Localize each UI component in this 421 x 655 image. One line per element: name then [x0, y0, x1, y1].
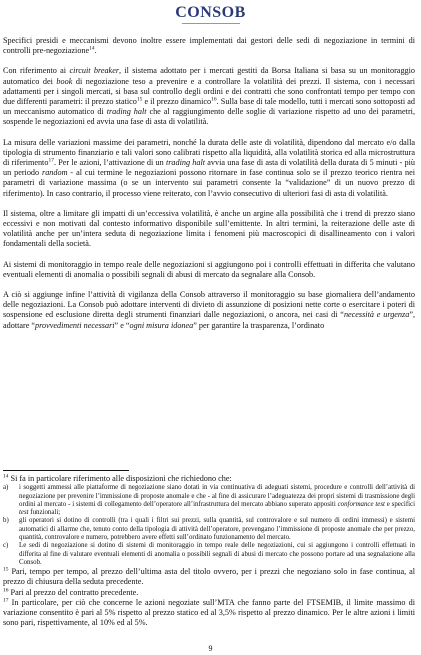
footnote-16: $^{16}$ Pari al prezzo del contratto precedente. — [3, 586, 139, 597]
list-text: Le sedi di negoziazione si dotino di sistemi di monitoraggio in tempo reale delle negoziazioni, cui si aggiungono i controlli effettuati in differita al fine di valutare eventuali elementi di anomalia o possibili segnali di abusi di mercato che possono portare ad una segnalazione alla Consob. — [19, 542, 415, 566]
footnote-14: $^{14}$ Si fa in particolare riferimento alle disposizioni che richiedono che: — [3, 473, 232, 483]
footnote-ref: 17 — [48, 157, 54, 164]
italic-term: provvedimenti necessari — [35, 320, 115, 330]
footnote-marker: 16 — [3, 586, 9, 593]
list-text: gli operatori si dotino di controlli (tra i quali i filtri sui prezzi, sulla quantità, sul controvalore e sul numero di ordini immessi) e sistemi automatici di allarme che, tenuto conto della tipologia di attività dell’operatore, prevengano l’immissione di proposte anomale che per prezzo, quantità, controvalore e numero, potrebbero avere effetti sull’ordinato funzionamento del mercato. — [19, 517, 415, 541]
paragraph: Il sistema, oltre a limitare gli impatti di un’eccessiva volatilità, è anche un argine alla possibilità che i trend di prezzo siano eccessivi e non motivati dal contesto informativo disponibile sull’emittente. In altri termini, la reiterazione delle aste di volatilità anche per un’intera seduta di negoziazione limita i fenomeni più macroscopici di disallineamento con i valori fondamentali della società. — [3, 208, 415, 249]
italic-term: necessità e urgenza — [343, 310, 410, 320]
footnote-ref: 14 — [89, 45, 95, 52]
footnote-separator — [3, 470, 129, 471]
paragraph: La misura delle variazioni massime dei parametri, nonché la durata delle aste di volatilità, dipendono dal mercato e/o dalla tipologia di strumento finanziario e tali valori sono calibrati rispetto alla liquidità, alla volatilità storica ed alla microstruttura di riferimento$^{17}$. Per le azioni, l’attivazione di un trading halt avvia una fase di asta di volatilità della durata di 5 minuti - più un periodo random - al cui termine le negoziazioni possono ritornare in fase continua solo se il prezzo teorico rientra nei parametri di variazione massima (o se un intervento sui parametri consente la “validazione” di un nuovo prezzo di riferimento). In caso contrario, il processo viene reiterato, con l’avvio consecutivo di ulteriori fasi di asta di volatilità. — [3, 137, 416, 198]
footnote-15: $^{15}$ Pari, tempo per tempo, al prezzo dell’ultima asta del titolo ovvero, per i prezzi che negoziano solo in fase continua, al prezzo di chiusura della seduta precedente. — [3, 566, 415, 587]
consob-logo: CONSOB — [175, 4, 246, 21]
list-label: a) — [3, 484, 9, 492]
footnote-marker: 14 — [3, 473, 9, 480]
footnote-list-item — [3, 517, 415, 542]
italic-term: trading halt — [165, 158, 206, 168]
paragraph: Con riferimento ai circuit breaker, il sistema adottato per i mercati gestiti da Borsa Italiana si basa su un monitoraggio automatico dei book di negoziazione teso a prevenire e a controllare la volatilità dei prezzi. Il sistema, con i necessari adattamenti per i singoli mercati, si basa sul controllo degli ordini e dei contratti che sono confrontati tempo per tempo con due differenti parametri: il prezzo statico$^{15}$ e il prezzo dinamico$^{16}$. Sulla base di tale modello, tutti i mercati sono sottoposti ad un meccanismo automatico di trading halt che al raggiungimento delle soglie di variazione rispetto ad uno dei parametri, sospende le negoziazioni ed avvia una fase di asta di volatilità. — [3, 66, 416, 127]
italic-term: ogni misura idonea — [129, 320, 194, 330]
italic-term: trading halt — [106, 107, 147, 117]
footnote-marker: 17 — [3, 597, 9, 604]
italic-term: circuit breaker — [69, 66, 120, 76]
italic-term: conformance test — [337, 500, 385, 508]
page-header — [0, 4, 421, 24]
footnote-list-item — [3, 542, 415, 567]
footnote-list-item — [3, 484, 415, 517]
list-label: b) — [3, 517, 9, 525]
paragraph: Ai sistemi di monitoraggio in tempo reale delle negoziazioni si aggiungono poi i controlli effettuati in differita che valutano eventuali elementi di anomalia o possibili segnali di abusi di mercato da segnalare alla Consob. — [3, 259, 415, 279]
footnote-ref: 15 — [136, 96, 143, 103]
italic-term: random — [42, 168, 68, 178]
paragraph: A ciò si aggiunge infine l’attività di vigilanza della Consob attraverso il monitoraggio su base giornaliera dell’andamento delle negoziazioni. La Consob può adottare interventi di divieto di assunzione di posizioni nette corte o esercitare i poteri di sospensione ed esclusione diretta degli strumenti finanziari dalle negoziazioni, o ancora, nei casi di “necessità e urgenza”, adottare “provvedimenti necessari” e “ogni misura idonea” per garantire la trasparenza, l’ordinato — [3, 290, 415, 330]
list-label: c) — [3, 542, 9, 550]
footnotes — [3, 474, 415, 628]
footnote-marker: 15 — [3, 566, 9, 573]
footnote-17: $^{17}$ In particolare, per ciò che concerne le azioni negoziate sull’MTA che fanno parte del FTSEMIB, il limite massimo di variazione consentito è pari al 5% rispetto al prezzo statico ed al 3,5% rispetto al prezzo dinamico. Per le altre azioni i limiti sono pari, rispettivamente, al 10% ed al 5%. — [3, 597, 415, 628]
italic-term: test — [19, 509, 29, 517]
body-text — [3, 36, 415, 341]
logo-underline — [182, 23, 240, 24]
page-number: 9 — [208, 644, 213, 653]
italic-term: book — [56, 76, 73, 86]
paragraph: Specifici presidi e meccanismi devono inoltre essere implementati dai gestori delle sedi di negoziazione in termini di controlli pre-negoziazione$^{14}$. — [3, 36, 415, 56]
footnote-ref: 16 — [211, 96, 217, 103]
list-text: i soggetti ammessi alle piattaforme di negoziazione siano dotati in via continuativa di adeguati sistemi, procedure e controlli dell’attività di negoziazione per prevenire l’immissione di proposte anomale e che - al fine di assicurare l’adeguatezza dei propri sistemi di trasmissione degli ordini al mercato - i sistemi di collegamento dell’operatore all’infrastruttura del mercato abbiano superato appositi conformance test e specifici test funzionali; — [19, 484, 415, 517]
